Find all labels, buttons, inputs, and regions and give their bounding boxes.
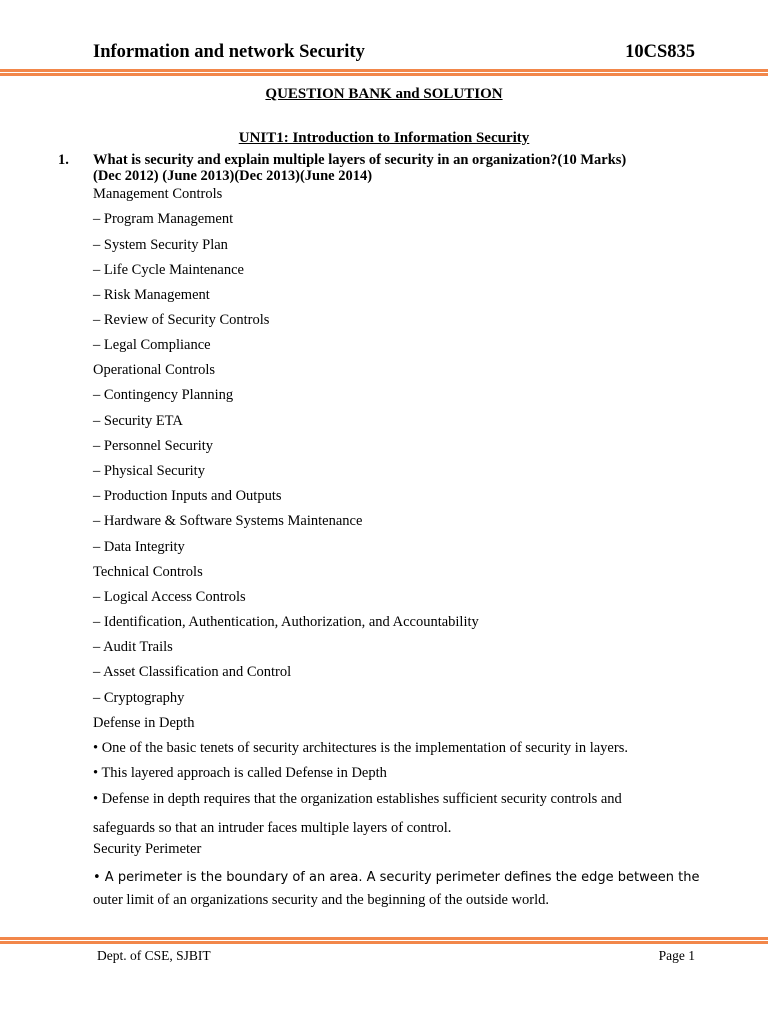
answer-line: – Life Cycle Maintenance (93, 262, 244, 278)
answer-line: – Hardware & Software Systems Maintenance (93, 513, 363, 529)
answer-line: – Personnel Security (93, 438, 214, 454)
answer-line: • A perimeter is the boundary of an area. A security perimeter defines the edge between the (93, 870, 700, 885)
answer-line: Technical Controls (93, 564, 203, 580)
document-title: QUESTION BANK and SOLUTION (265, 86, 503, 102)
answer-line: safeguards so that an intruder faces multiple layers of control. (93, 820, 452, 836)
header-title: Information and network Security (93, 42, 365, 62)
question-number: 1. (58, 152, 69, 168)
answer-line: – Legal Compliance (93, 337, 211, 353)
answer-line: Defense in Depth (93, 715, 195, 731)
page-number: Page 1 (658, 948, 695, 963)
question-line-2: (Dec 2012) (June 2013)(Dec 2013)(June 2014) (93, 168, 373, 184)
answer-line: – Review of Security Controls (93, 312, 270, 328)
answer-line: – Physical Security (93, 463, 205, 479)
answer-line: – Risk Management (93, 287, 210, 303)
answer-line: – Program Management (93, 211, 234, 227)
answer-line: Security Perimeter (93, 841, 202, 857)
answer-line: • This layered approach is called Defense in Depth (93, 765, 387, 781)
question-line-1: What is security and explain multiple layers of security in an organization?(10 Marks) (93, 152, 627, 168)
answer-line: – Asset Classification and Control (93, 664, 292, 680)
answer-line: – Audit Trails (93, 639, 173, 655)
footer-rule (0, 937, 768, 944)
answer-line: • Defense in depth requires that the organization establishes sufficient security controls and (93, 791, 622, 807)
answer-line: – Data Integrity (93, 539, 185, 555)
answer-line: Operational Controls (93, 362, 216, 378)
answer-line: – Cryptography (93, 690, 185, 706)
answer-line: – Security ETA (93, 413, 183, 429)
answer-line: – System Security Plan (93, 237, 228, 253)
answer-line: – Identification, Authentication, Authorization, and Accountability (93, 614, 479, 630)
answer-line: – Contingency Planning (93, 387, 234, 403)
question-text (93, 152, 693, 184)
answer-line: Management Controls (93, 186, 223, 202)
answer-line: – Logical Access Controls (93, 589, 246, 605)
answer-line: • One of the basic tenets of security architectures is the implementation of security in layers. (93, 740, 628, 756)
footer-department: Dept. of CSE, SJBIT (97, 948, 211, 963)
header-course-code: 10CS835 (625, 42, 695, 62)
header-rule (0, 69, 768, 76)
answer-line: – Production Inputs and Outputs (93, 488, 282, 504)
answer-line: outer limit of an organizations security and the beginning of the outside world. (93, 892, 549, 908)
unit-heading: UNIT1: Introduction to Information Security (238, 130, 530, 146)
